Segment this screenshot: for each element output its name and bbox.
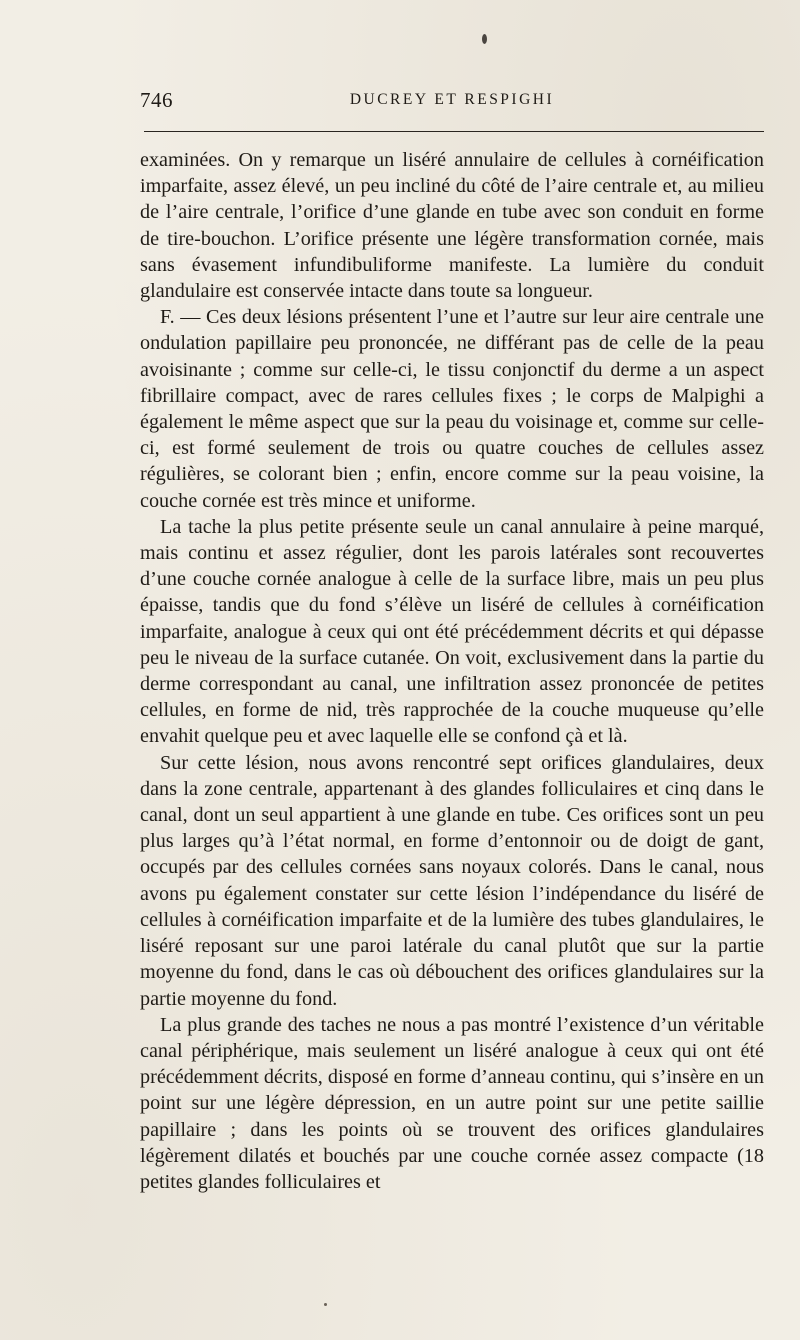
paragraph-4: Sur cette lésion, nous avons rencontré sept orifices glandulaires, deux dans la zone centrale, appartenant à des glandes folliculaires et cinq dans le canal, dont un seul appartient à une glande en tube. Ces orifices sont un peu plus larges qu’à l’état normal, en forme d’entonnoir ou de doigt de gant, occupés par des cellules cornées sans noyaux colorés. Dans le canal, nous avons pu également constater sur cette lésion l’indépendance du liséré de cellules à cornéification imparfaite et de la lumière des tubes glandulaires, le liséré reposant sur une paroi latérale du canal plutôt que sur la partie moyenne du fond, dans le cas où débouchent des orifices glandulaires sur la partie moyenne du fond. — [140, 751, 764, 1010]
running-head — [140, 88, 764, 118]
paragraph-1: examinées. On y remarque un liséré annulaire de cellules à cornéification imparfaite, assez élevé, un peu incliné du côté de l’aire centrale et, au milieu de l’aire centrale, l’orifice d’une glande en tube avec son conduit en forme de tire-bouchon. L’orifice présente une légère transformation cornée, mais sans évasement infundibuliforme manifeste. La lumière du conduit glandulaire est conservée intacte dans toute sa longueur. — [140, 149, 764, 303]
paragraph-2: F. — Ces deux lésions présentent l’une et l’autre sur leur aire centrale une ondulation papillaire peu prononcée, ne différant pas de celle de la peau avoisinante ; comme sur celle-ci, le tissu conjonctif du derme a un aspect fibrillaire compact, avec de rares cellules fixes ; le corps de Malpighi a également le même aspect que sur la peau du voisinage et, comme sur celle-ci, est formé seulement de trois ou quatre couches de cellules assez régulières, se colorant bien ; enfin, encore comme sur la peau voisine, la couche cornée est très mince et uniforme. — [140, 306, 764, 512]
header-rule — [144, 131, 764, 132]
ink-spot — [482, 34, 487, 44]
running-title: DUCREY ET RESPIGHI — [349, 91, 555, 108]
footer-mark — [324, 1303, 327, 1306]
paragraph-5: La plus grande des taches ne nous a pas montré l’existence d’un véritable canal périphérique, mais seulement un liséré analogue à ceux qui ont été précédemment décrits, disposé en forme d’anneau continu, qui s’insère en un point sur une légère dépression, en un autre point sur une petite saillie papillaire ; dans les points où se trouvent des orifices glandulaires légèrement dilatés et bouchés par une couche cornée assez compacte (18 petites glandes folliculaires et — [140, 1013, 764, 1193]
page-number: 746 — [140, 88, 173, 112]
paragraph-3: La tache la plus petite présente seule un canal annulaire à peine marqué, mais continu et assez régulier, dont les parois latérales sont recouvertes d’une couche cornée analogue à celle de la surface libre, mais un peu plus épaisse, tandis que du fond s’élève un liséré de cellules à cornéification imparfaite, analogue à ceux qui ont été précédemment décrits et qui dépasse peu le niveau de la surface cutanée. On voit, exclusivement dans la partie du derme correspondant au canal, une infiltration assez prononcée de petites cellules, en forme de nid, très rapprochée de la couche muqueuse qu’elle envahit quelque peu et avec laquelle elle se confond çà et là. — [140, 515, 764, 748]
body-text — [140, 147, 764, 1195]
